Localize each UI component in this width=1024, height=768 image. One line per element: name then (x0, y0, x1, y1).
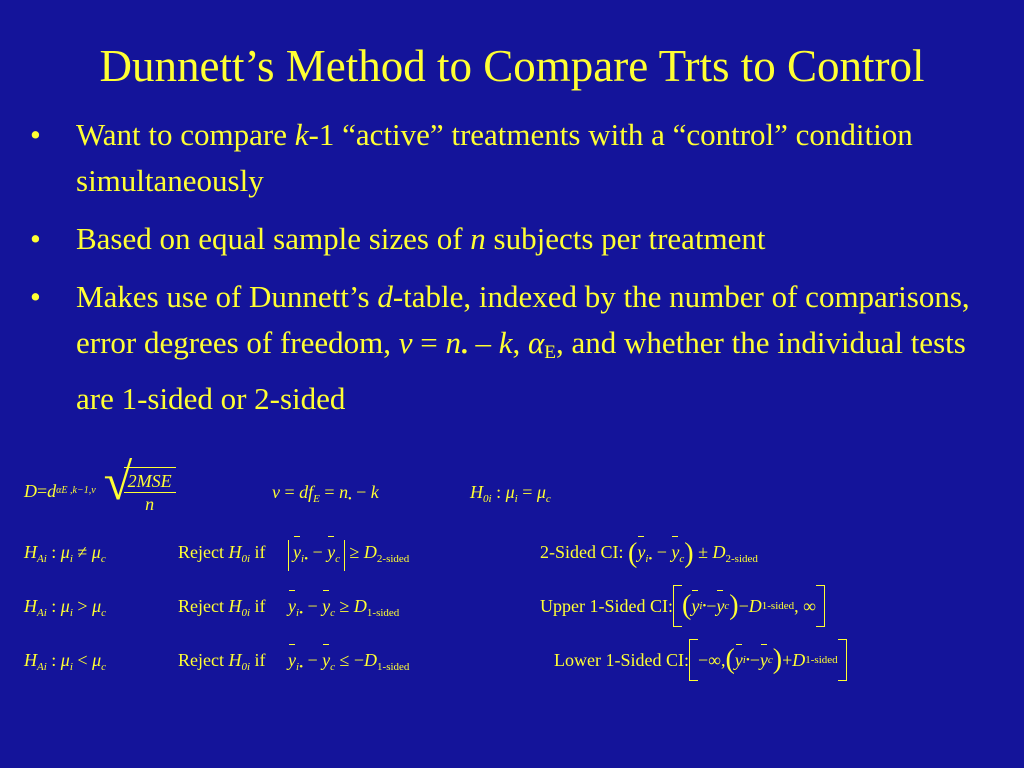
ha-mu-c: μ (92, 596, 102, 616)
ci-paren-open: ( (628, 538, 638, 569)
formula-minus: − (351, 482, 371, 502)
ha-op-symbol: > (77, 596, 88, 616)
bullet-3-text-c: , and whether the individual tests are 1-sided or 2-sided (76, 325, 966, 416)
ci-bracket-open (673, 585, 682, 627)
bullet-3-minus: – (467, 325, 499, 360)
bullet-2-n: n (470, 221, 486, 256)
bullet-2-text-b: subjects per treatment (485, 221, 766, 256)
reject-lower (178, 648, 409, 679)
formula-D-eq: = (37, 481, 48, 501)
ci-label: 2-Sided CI: (540, 542, 628, 562)
ha-mu-c-sub: c (101, 607, 106, 619)
ci-infinity: ∞ (803, 596, 816, 616)
ha-lower (24, 648, 106, 679)
ci-upper (540, 586, 825, 626)
formula-mu-i: μ (505, 482, 515, 502)
ci-paren-open: ( (725, 644, 735, 675)
formula-H0-eq: = (517, 482, 537, 502)
bullet-1-text-a: Want to compare (76, 117, 295, 152)
ha-op (73, 542, 92, 562)
diff-minus: − (302, 650, 323, 670)
ha-upper (24, 594, 106, 625)
formula-mu-i-sub: i (514, 493, 518, 505)
formula-sqrt-body (124, 467, 176, 515)
ci-ybar-c: y (716, 596, 725, 616)
formula-H0-symbol: H (470, 482, 483, 502)
ci-minus: − (749, 650, 760, 670)
ci-D: D (748, 596, 762, 616)
ci-bracket-close (816, 585, 825, 627)
bullet-1-k: k (294, 117, 309, 152)
bullet-dot: • (30, 117, 41, 152)
bullet-dot: • (30, 221, 41, 256)
ha-colon: : (46, 542, 61, 562)
ha-mu-c: μ (91, 542, 101, 562)
ha-symbol: H (24, 650, 37, 670)
formula-H0-colon: : (491, 482, 506, 502)
ci-ybar-i: y (734, 650, 743, 670)
ci-bracket-close (838, 639, 847, 681)
formula-d-symbol: d (47, 481, 57, 501)
ci-paren-close: ) (684, 538, 694, 569)
formula-fraction-denominator: n (145, 494, 155, 514)
ci-ybar-c-sub: c (724, 600, 730, 612)
reject-H: H (228, 650, 242, 670)
ha-mu-i-sub: i (69, 661, 73, 673)
bullet-3-k: k (498, 325, 513, 360)
reject-D: D (363, 542, 377, 562)
reject-label: Reject (178, 542, 229, 562)
bullet-2-text-a: Based on equal sample sizes of (76, 221, 471, 256)
ci-ybar-i: y (691, 596, 700, 616)
formula-df: df (299, 482, 314, 502)
ybar-c-sub: c (330, 661, 336, 673)
bullet-3-alpha-sub: E (544, 341, 557, 363)
formula-n: n (339, 482, 349, 502)
ci-D-sub: 2-sided (725, 553, 758, 565)
reject-if: if (250, 596, 271, 616)
ybar-c: y (322, 650, 331, 670)
reject-H: H (228, 596, 242, 616)
bullet-dot: • (30, 279, 41, 314)
ci-D-sub: 1-sided (761, 600, 795, 612)
ha-two-sided (24, 540, 106, 571)
reject-cmp: ≥ (339, 596, 350, 616)
ci-pm: ± (693, 542, 713, 562)
ci-ybar-i-sub: i• (699, 600, 707, 612)
reject-H: H (228, 542, 242, 562)
reject-two-sided (178, 540, 409, 571)
ha-symbol: H (24, 542, 37, 562)
ci-ybar-c-sub: c (767, 654, 773, 666)
bullet-3-eq: = (412, 325, 446, 360)
reject-H-sub: 0i (241, 661, 251, 673)
ci-D: D (792, 650, 806, 670)
ybar-i: y (293, 542, 302, 562)
bullet-3-nu: ν (398, 325, 413, 360)
formula-H0 (470, 480, 551, 511)
ha-symbol: H (24, 596, 37, 616)
ybar-i: y (288, 596, 297, 616)
ci-ybar-c-sub: c (679, 553, 685, 565)
formula-fraction (124, 470, 176, 515)
reject-cmp: ≥ (349, 542, 360, 562)
ha-mu-c-sub: c (101, 661, 106, 673)
ci-ybar-i: y (637, 542, 646, 562)
formula-d-subscript: αE ,k−1,ν (56, 485, 96, 496)
ha-mu-i: μ (60, 650, 70, 670)
ha-op (73, 650, 92, 670)
ha-sub: Ai (37, 661, 47, 673)
ci-bracket-open (689, 639, 698, 681)
formula-mu-c-sub: c (545, 493, 551, 505)
reject-H-sub: 0i (241, 607, 251, 619)
reject-H-sub: 0i (241, 553, 251, 565)
formula-H0-sub: 0i (483, 493, 492, 505)
ybar-c: y (322, 596, 331, 616)
bullet-3 (30, 274, 990, 422)
formula-n-dot: • (348, 494, 352, 505)
formula-nu (272, 480, 379, 512)
reject-cmp: ≤ − (339, 650, 365, 670)
formula-k: k (370, 482, 379, 502)
ci-ybar-c: y (759, 650, 768, 670)
ci-label: Upper 1-Sided CI: (540, 596, 673, 616)
ha-mu-i-sub: i (69, 607, 73, 619)
ybar-i-sub: i• (301, 553, 308, 565)
ci-label: Lower 1-Sided CI: (554, 650, 689, 670)
ci-D-sub: 1-sided (805, 654, 838, 666)
ci-paren-open: ( (681, 590, 692, 621)
formula-nu-eq-2: = (319, 482, 340, 502)
formula-df-sub: E (313, 493, 320, 505)
ci-ybar-i-sub: i• (742, 654, 750, 666)
bullet-3-n: n (445, 325, 461, 360)
reject-D-sub: 1-sided (366, 607, 400, 619)
bullet-list (30, 112, 990, 434)
ybar-i-sub: i• (296, 661, 303, 673)
ci-plus-d: + (782, 650, 793, 670)
ci-neg-infinity: −∞, (697, 650, 726, 670)
bullet-3-d: d (377, 279, 393, 314)
formula-nu-symbol: ν (272, 482, 280, 502)
ha-mu-i-sub: i (69, 553, 73, 565)
ha-sub: Ai (37, 607, 47, 619)
formula-fraction-numerator: √ 2MSE (124, 470, 176, 493)
ci-paren-close: ) (772, 644, 783, 675)
ybar-c-sub: c (335, 553, 341, 565)
ha-op-symbol: ≠ (77, 542, 88, 562)
bullet-3-alpha: α (528, 325, 545, 360)
ha-mu-i: μ (60, 542, 70, 562)
bullet-1 (30, 112, 990, 204)
bullet-3-dot: • (461, 341, 468, 363)
reject-if: if (250, 650, 271, 670)
ybar-c-sub: c (330, 607, 336, 619)
ci-minus: − (652, 542, 672, 562)
formula-sqrt (110, 467, 176, 515)
reject-D: D (364, 650, 378, 670)
ci-paren-close: ) (729, 590, 739, 621)
diff-minus: − (302, 596, 323, 616)
reject-label: Reject (178, 650, 229, 670)
bullet-3-text-b: -table, indexed by the number of comparisons, error degrees of freedom, (76, 279, 970, 360)
formula-mu-c: μ (536, 482, 546, 502)
abs-difference (288, 540, 345, 571)
bullet-3-text-a: Makes use of Dunnett’s (76, 279, 378, 314)
ha-mu-c: μ (92, 650, 102, 670)
ci-minus: − (706, 596, 717, 616)
reject-upper (178, 594, 399, 625)
ci-ybar-i-sub: i• (645, 553, 653, 565)
ha-op (73, 596, 92, 616)
ybar-i-sub: i• (296, 607, 303, 619)
slide-title: Dunnett’s Method to Compare Trts to Control (99, 41, 925, 91)
formula-D (24, 456, 176, 526)
ybar-i: y (288, 650, 297, 670)
ci-minus-d: − (738, 596, 749, 616)
bullet-1-text-b: -1 “active” treatments with a “control” condition simultaneously (76, 117, 913, 198)
reject-D-sub: 2-sided (376, 553, 410, 565)
ybar-c: y (327, 542, 336, 562)
ha-colon: : (46, 596, 61, 616)
ci-two-sided (540, 540, 758, 571)
reject-if: if (250, 542, 271, 562)
ci-D: D (712, 542, 726, 562)
reject-D-sub: 1-sided (377, 661, 410, 673)
reject-D: D (353, 596, 367, 616)
formula-D-symbol: D (24, 481, 37, 501)
ci-lower (554, 640, 847, 680)
reject-label: Reject (178, 596, 229, 616)
ha-sub: Ai (37, 553, 47, 565)
bullet-2 (30, 216, 990, 262)
formula-nu-eq: = (280, 482, 300, 502)
ha-op-symbol: < (77, 650, 88, 670)
ci-comma: , (794, 596, 804, 616)
ha-mu-c-sub: c (100, 553, 106, 565)
diff-minus: − (307, 542, 328, 562)
bullet-3-comma: , (512, 325, 528, 360)
ha-mu-i: μ (60, 596, 70, 616)
ci-ybar-c: y (671, 542, 680, 562)
ha-colon: : (46, 650, 61, 670)
